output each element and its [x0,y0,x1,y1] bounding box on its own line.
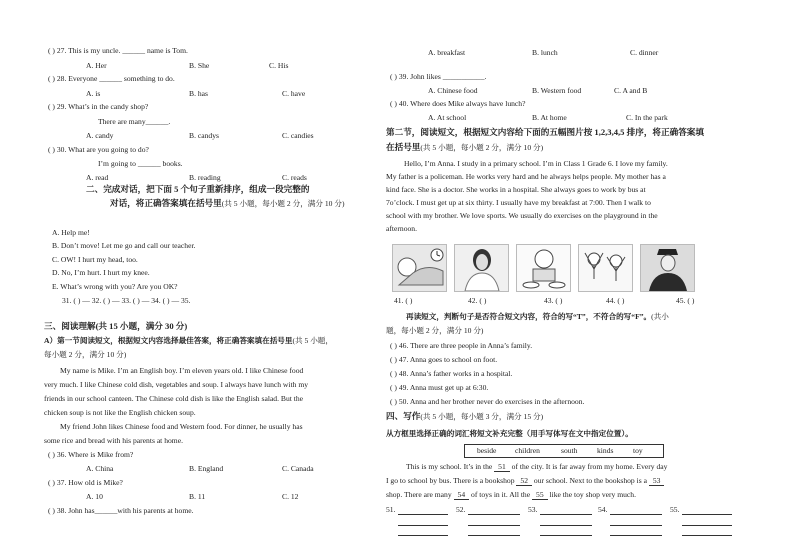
answer-line-53[interactable] [540,514,592,515]
picture-exercise [578,244,633,292]
answer-line-51c[interactable] [398,535,448,536]
cloze-line-3: shop. There are many 54 of toys in it. All the 55 like the toy shop very much. [386,490,636,499]
question-37: ( ) 37. How old is Mike? [48,478,123,487]
section-2-note: (共 5 小题，每小题 2 分，满分 10 分) [221,199,345,208]
section-3-sub: A）第一节阅读短文，根据短文内容选择最佳答案，将正确答案填在括号里 [44,336,293,345]
word: beside [477,446,497,455]
passage-line: friends in our school canteen. The Chinese cold dish is like the English salad. But the [44,394,304,403]
picture-doctor [454,244,509,292]
answer-line-51[interactable] [398,514,448,515]
option-b: B. At home [532,113,567,122]
answer-label-54: 54. [598,505,608,514]
answer-line-54b[interactable] [610,525,662,526]
question-30: ( ) 30. What are you going to do? [48,145,149,154]
option-c: C. have [282,89,306,98]
question-39: ( ) 39. John likes ___________. [390,72,487,81]
option-a: A. breakfast [428,48,466,57]
option-b: B. England [189,464,224,473]
picture-label-45: 45. ( ) [676,296,695,305]
question-28: ( ) 28. Everyone ______ something to do. [48,74,175,83]
section-2-title-2: 对话，将正确答案填在括号里 [110,198,222,208]
tf-item: ( ) 48. Anna’s father works in a hospital. [390,369,513,378]
blank-52[interactable]: 52 [516,476,532,486]
passage-line: 7o’clock. I must get up at six thirty. I usually have my breakfast at 7:00. Then I walk to [386,198,651,207]
tf-item: ( ) 49. Anna must get up at 6:30. [390,383,489,392]
dialog-line: D. No, I’m hurt. I hurt my knee. [52,268,150,277]
passage-line: very much. I like Chinese cold dish, vegetables and soup. I always have lunch with my [44,380,309,389]
section-4-note: (共 5 小题，每小题 3 分，满分 15 分) [420,412,544,421]
question-29-line2: There are many______. [98,117,171,126]
option-c: C. Canada [282,464,314,473]
answer-label-51: 51. [386,505,396,514]
answer-line-54[interactable] [610,514,662,515]
order-answer-line: 31. ( ) — 32. ( ) — 33. ( ) — 34. ( ) — 35. [62,296,191,305]
question-40: ( ) 40. Where does Mike always have lunch? [390,99,526,108]
section-b-title: 第二节，阅读短文，根据短文内容给下面的五幅图片按 1,2,3,4,5 排序，将正确答案填 [386,127,704,137]
option-c: C. His [269,61,289,70]
answer-line-55c[interactable] [682,535,732,536]
passage-line: My father is a policeman. He works very hard and he always helps people. My mother has a [386,172,666,181]
passage-line: chicken soup is not like the English chicken soup. [44,408,196,417]
answer-line-55b[interactable] [682,525,732,526]
question-38: ( ) 38. John has______with his parents at home. [48,506,194,515]
passage-line: Hello, I’m Anna. I study in a primary school. I’m in Class 1 Grade 6. I love my family. [404,159,668,168]
picture-policeman [640,244,695,292]
option-c: C. dinner [630,48,659,57]
question-30-line2: I’m going to ______ books. [98,159,183,168]
option-c: C. 12 [282,492,299,501]
option-b: B. reading [189,173,221,182]
blank-51[interactable]: 51 [494,462,510,472]
tf-note: (共小 [651,312,669,321]
answer-line-53c[interactable] [540,535,592,536]
section-3-note-2: 每小题 2 分，满分 10 分) [44,350,127,359]
option-b: B. lunch [532,48,558,57]
option-a: A. China [86,464,114,473]
option-a: A. Her [86,61,107,70]
picture-label-44: 44. ( ) [606,296,625,305]
option-b: B. She [189,61,210,70]
answer-line-51b[interactable] [398,525,448,526]
dialog-line: E. What’s wrong with you? Are you OK? [52,282,178,291]
option-a: A. Chinese food [428,86,478,95]
tf-item: ( ) 50. Anna and her brother never do exercises in the afternoon. [390,397,585,406]
tf-note-2: 题，每小题 2 分，满分 10 分) [386,326,484,335]
cloze-line-2: I go to school by bus. There is a bookshop 52 our school. Next to the bookshop is a 53 [386,476,664,486]
blank-54[interactable]: 54 [454,490,470,500]
answer-line-55[interactable] [682,514,732,515]
option-b: B. has [189,89,208,98]
picture-label-42: 42. ( ) [468,296,487,305]
option-c: C. In the park [626,113,668,122]
dialog-line: A. Help me! [52,228,90,237]
passage-line: My friend John likes Chinese food and Western food. For dinner, he usually has [60,422,303,431]
section-2-title: 二、完成对话，把下面 5 个句子重新排序，组成一段完整的 [86,184,310,194]
section-4-instruction: 从方框里选择正确的词汇将短文补充完整（用手写体写在文中指定位置）。 [386,429,633,438]
word: children [515,446,540,455]
option-c: C. A and B [614,86,648,95]
option-c: C. candies [282,131,314,140]
answer-line-54c[interactable] [610,535,662,536]
section-3-note-1: (共 5 小题， [292,336,333,345]
option-a: A. is [86,89,101,98]
answer-line-53b[interactable] [540,525,592,526]
tf-item: ( ) 46. There are three people in Anna’s family. [390,341,533,350]
option-b: B. Western food [532,86,582,95]
passage-line: school with my brother. We love sports. We usually do exercises on the playground in the [386,211,658,220]
answer-line-52c[interactable] [468,535,520,536]
picture-sleeping-girl [392,244,447,292]
dialog-line: C. OW! I hurt my head, too. [52,255,138,264]
section-4-title: 四、写作 [386,411,421,421]
passage-line: some rice and bread with his parents at home. [44,436,183,445]
option-a: A. 10 [86,492,103,501]
cloze-line-1: This is my school. It’s in the 51 of the city. It is far away from my home. Every day [406,462,668,471]
picture-breakfast [516,244,571,292]
answer-line-52[interactable] [468,514,520,515]
section-3-title: 三、阅读理解(共 15 小题，满分 30 分) [44,321,188,331]
word: south [561,446,578,455]
blank-53[interactable]: 53 [649,476,665,486]
option-a: A. read [86,173,109,182]
section-b-title-2: 在括号里 [386,142,421,152]
answer-label-53: 53. [528,505,538,514]
option-a: A. At school [428,113,467,122]
word: toy [633,446,643,455]
word-box [464,444,664,458]
answer-label-55: 55. [670,505,680,514]
passage-line: My name is Mike. I’m an English boy. I’m eleven years old. I like Chinese food [60,366,304,375]
picture-label-41: 41. ( ) [394,296,413,305]
blank-55[interactable]: 55 [532,490,548,500]
option-c: C. reads [282,173,307,182]
passage-line: afternoon. [386,224,417,233]
option-b: B. candys [189,131,219,140]
answer-label-52: 52. [456,505,466,514]
section-b-note: (共 5 小题，每小题 2 分，满分 10 分) [420,143,544,152]
picture-label-43: 43. ( ) [544,296,563,305]
option-b: B. 11 [189,492,206,501]
question-29: ( ) 29. What’s in the candy shop? [48,102,149,111]
tf-title: 再读短文，判断句子是否符合短文内容，符合的写“T”，不符合的写“F”。 [406,312,652,321]
question-27: ( ) 27. This is my uncle. ______ name is Tom. [48,46,188,55]
question-36: ( ) 36. Where is Mike from? [48,450,134,459]
tf-item: ( ) 47. Anna goes to school on foot. [390,355,498,364]
dialog-line: B. Don’t move! Let me go and call our teacher. [52,241,196,250]
option-a: A. candy [86,131,114,140]
word: kinds [597,446,614,455]
answer-line-52b[interactable] [468,525,520,526]
passage-line: kind face. She is a doctor. She works in a hospital. She always goes to work by bus at [386,185,646,194]
